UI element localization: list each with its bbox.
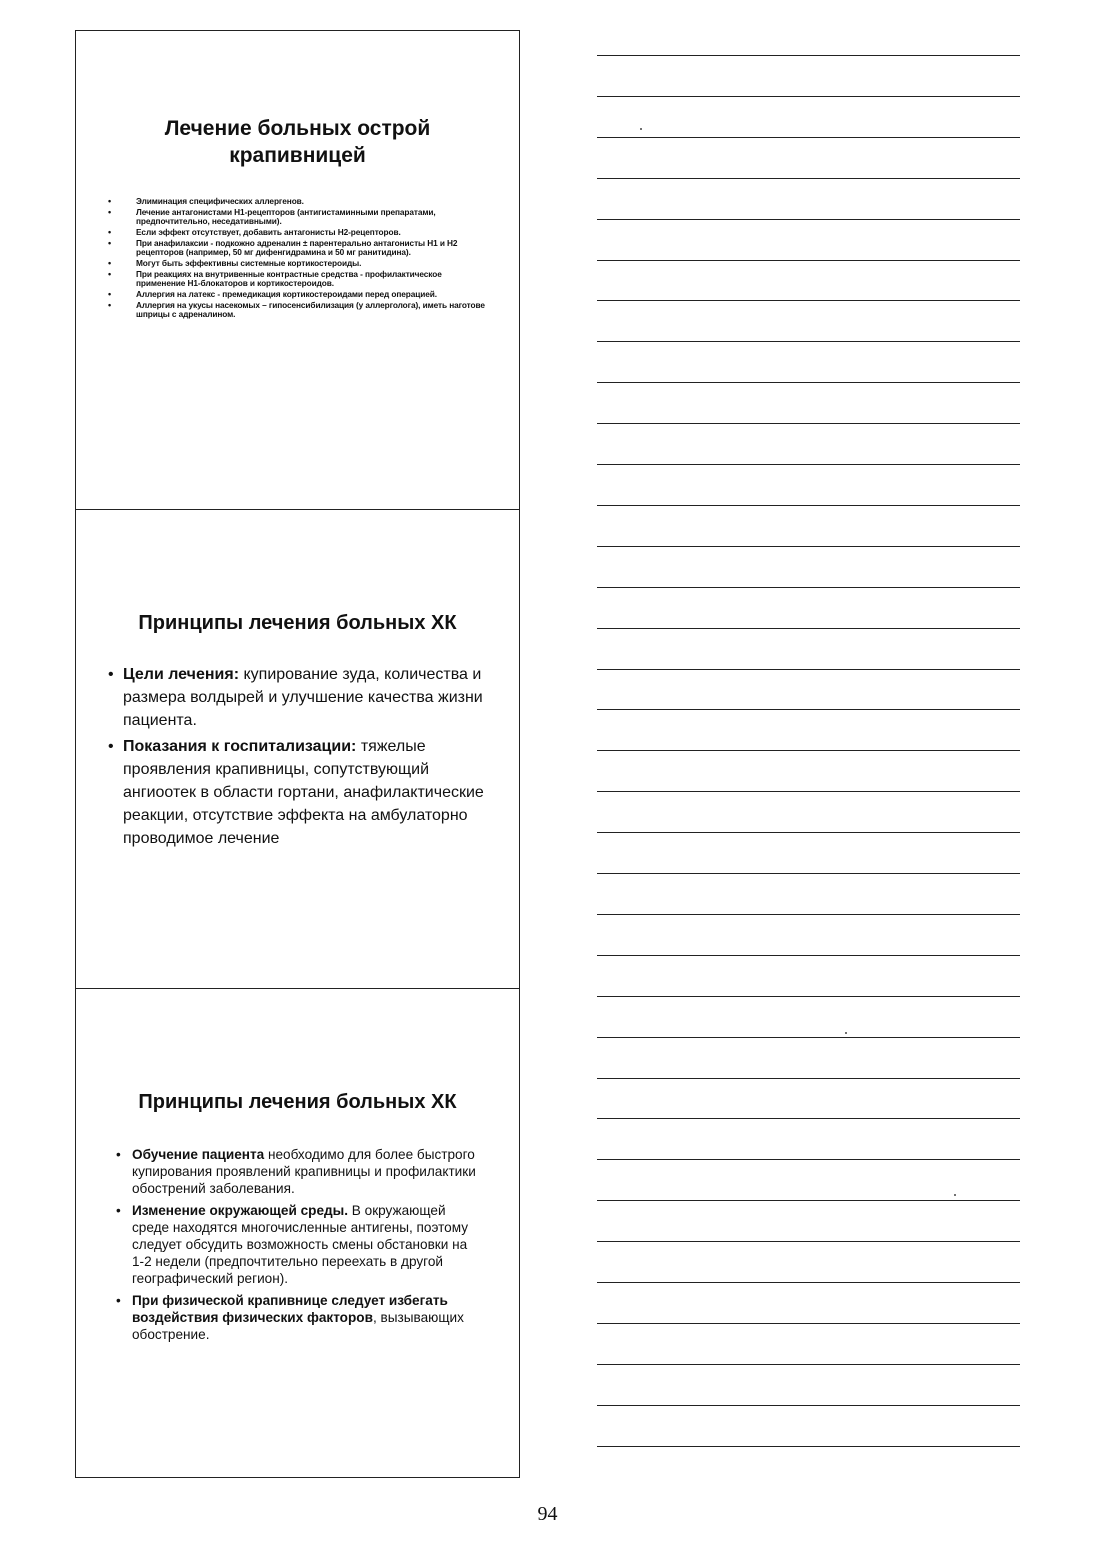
bullet-heading: Изменение окружающей среды. — [132, 1203, 349, 1218]
bullet-text: При анафилаксии - подкожно адреналин ± парентерально антагонисты Н1 и Н2 рецепторов (например, 50 мг дифенгидрамина и 50 мг ранитидина). — [136, 237, 458, 258]
note-line — [597, 137, 1020, 138]
bullet-heading: Показания к госпитализации: — [123, 738, 357, 755]
note-line — [597, 341, 1020, 342]
scan-speck — [954, 1194, 956, 1196]
note-line — [597, 382, 1020, 383]
note-line — [597, 1364, 1020, 1365]
note-line — [597, 832, 1020, 833]
list-item — [108, 663, 489, 732]
slide-title: Лечение больных острой крапивницей — [164, 117, 431, 167]
bullet-text: Элиминация специфических аллергенов. — [136, 196, 304, 206]
list-item — [116, 1202, 481, 1287]
bullet-text: необходимо для более быстрого купирования проявлений крапивницы и профилактики обострений заболевания. — [132, 1147, 476, 1196]
bullet-icon: • — [108, 227, 112, 238]
bullet-text: Могут быть эффективны системные кортикостероиды. — [136, 258, 362, 269]
note-line — [597, 1241, 1020, 1242]
bullet-text: Аллергия на укусы насекомых – гипосенсибилизация (у аллерголога), иметь наготове шприцы с адреналином. — [136, 300, 485, 320]
slide-chronic-urticaria-principles-2 — [76, 989, 519, 1477]
bullet-icon: • — [108, 300, 112, 311]
note-line — [597, 219, 1020, 220]
note-line — [597, 791, 1020, 792]
list-item — [116, 1292, 481, 1343]
note-line — [597, 709, 1020, 710]
list-item — [108, 735, 489, 850]
bullet-text: Аллергия на латекс - премедикация кортикостероидами перед операцией. — [136, 289, 438, 300]
list-item — [116, 1146, 481, 1197]
note-line — [597, 1323, 1020, 1324]
slide-title: Принципы лечения больных ХК — [138, 1091, 457, 1113]
bullet-text: Лечение антагонистами Н1-рецепторов (антигистаминными препаратами, предпочтительно, неседативными). — [136, 206, 436, 227]
list-item — [106, 290, 489, 299]
note-line — [597, 996, 1020, 997]
bullet-icon: • — [116, 1203, 121, 1218]
note-line — [597, 1078, 1020, 1079]
note-line — [597, 300, 1020, 301]
note-line — [597, 587, 1020, 588]
bullet-text: тяжелые проявления крапивницы, сопутствующий ангиоотек в области гортани, анафилактические реакции, отсутствие эффекта на амбулаторно проводимое лечение — [123, 738, 484, 847]
note-line — [597, 955, 1020, 956]
bullet-text: купирование зуда, количества и размера волдырей и улучшение качества жизни пациента. — [123, 666, 483, 729]
list-item — [106, 239, 489, 258]
note-line — [597, 55, 1020, 56]
note-line — [597, 628, 1020, 629]
slide-acute-urticaria-treatment — [76, 31, 519, 510]
bullet-icon: • — [108, 666, 114, 683]
slide-title: Принципы лечения больных ХК — [138, 612, 457, 634]
bullet-icon: • — [108, 196, 112, 206]
list-item — [106, 228, 489, 237]
note-line — [597, 464, 1020, 465]
note-line — [597, 1446, 1020, 1447]
page-number: 94 — [537, 1503, 558, 1525]
bullet-heading: Обучение пациента — [132, 1147, 265, 1162]
note-line — [597, 1405, 1020, 1406]
bullet-list — [108, 663, 489, 853]
bullet-icon: • — [108, 258, 112, 269]
bullet-heading: При физической крапивнице следует избегать воздействия физических факторов — [132, 1293, 448, 1325]
bullet-icon: • — [108, 269, 112, 280]
bullet-list — [116, 1146, 481, 1348]
note-line — [597, 750, 1020, 751]
note-line — [597, 1159, 1020, 1160]
list-item — [106, 270, 489, 289]
note-line — [597, 546, 1020, 547]
note-line — [597, 1118, 1020, 1119]
bullet-icon: • — [116, 1147, 121, 1162]
note-line — [597, 1282, 1020, 1283]
list-item — [106, 259, 489, 268]
bullet-text: , вызывающих обострение. — [132, 1310, 464, 1342]
note-line — [597, 669, 1020, 670]
note-line — [597, 260, 1020, 261]
bullet-icon: • — [108, 237, 112, 248]
note-line — [597, 873, 1020, 874]
note-line — [597, 1200, 1020, 1201]
list-item — [106, 197, 489, 206]
scan-speck — [640, 128, 642, 130]
bullet-icon: • — [116, 1293, 121, 1308]
note-line — [597, 1037, 1020, 1038]
bullet-list — [106, 197, 489, 321]
list-item — [106, 301, 489, 320]
note-line — [597, 178, 1020, 179]
list-item — [106, 208, 489, 227]
scan-speck — [845, 1032, 847, 1034]
note-line — [597, 423, 1020, 424]
slide-chronic-urticaria-principles-1 — [76, 510, 519, 989]
bullet-text: В окружающей среде находятся многочисленные антигены, поэтому следует обсудить возможность смены обстановки на 1-2 недели (предпочтительно переехать в другой географический регион). — [132, 1203, 469, 1286]
bullet-heading: Цели лечения: — [123, 666, 240, 683]
bullet-icon: • — [108, 738, 114, 755]
bullet-text: При реакциях на внутривенные контрастные средства - профилактическое применение Н1-блокаторов и кортикостероидов. — [136, 269, 442, 289]
bullet-icon: • — [108, 206, 112, 217]
slides-column — [75, 30, 520, 1478]
bullet-text: Если эффект отсутствует, добавить антагонисты Н2-рецепторов. — [136, 227, 401, 238]
notes-lines-area — [597, 0, 1020, 1480]
note-line — [597, 96, 1020, 97]
bullet-icon: • — [108, 289, 112, 300]
note-line — [597, 914, 1020, 915]
note-line — [597, 505, 1020, 506]
